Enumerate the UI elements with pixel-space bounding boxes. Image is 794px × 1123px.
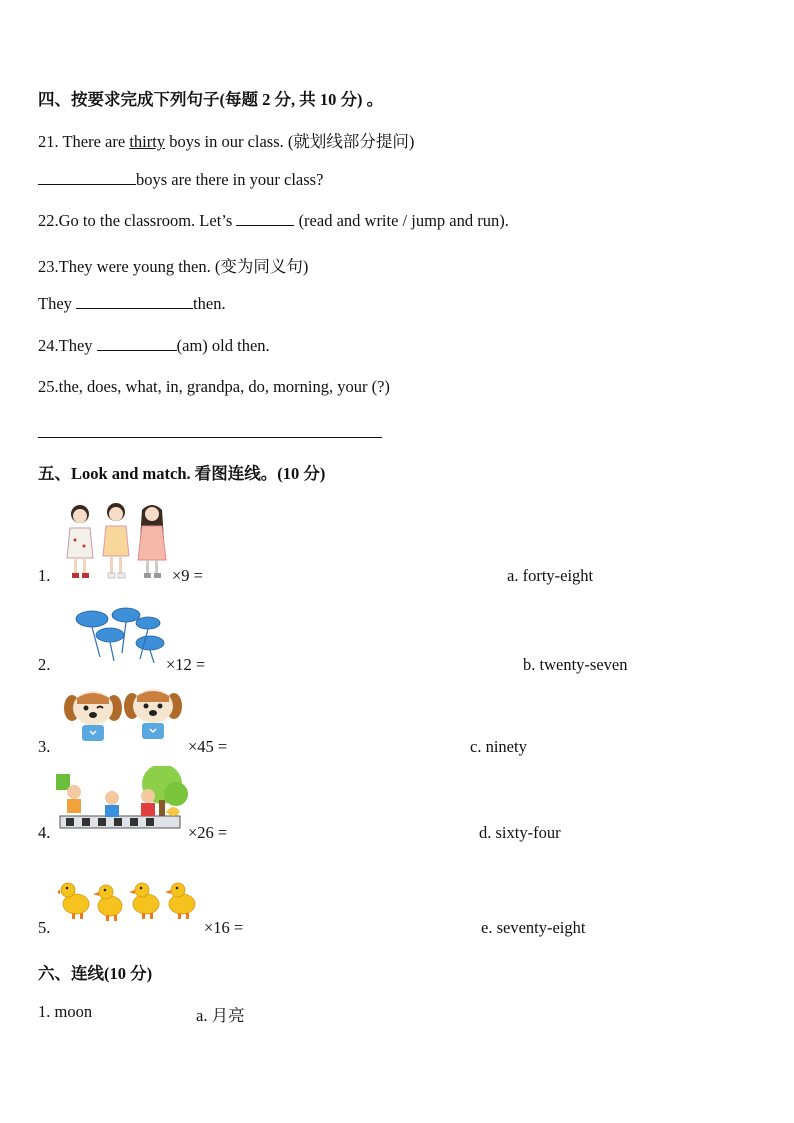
q25-answer-line[interactable] [38, 437, 382, 438]
q21-underlined-word: thirty [129, 132, 166, 151]
section6-title: 六、连线(10 分) [38, 964, 153, 983]
question-21 [38, 128, 414, 152]
q21-answer-tail: boys are there in your class? [136, 170, 324, 189]
match-item-4-multiplier: ×26 = [188, 823, 228, 842]
q23-answer-blank[interactable] [76, 294, 193, 309]
section5-title: 五、Look and match. 看图连线。(10 分) [38, 464, 326, 483]
question-24 [38, 336, 270, 356]
match-item-1-multiplier: ×9 = [172, 566, 203, 585]
match-answer-d[interactable]: d. sixty-four [479, 823, 561, 842]
three-girls-picture [62, 500, 172, 582]
match-item-2-number: 2. [38, 655, 51, 674]
match-item-1-number: 1. [38, 566, 51, 585]
q22-answer-blank[interactable] [236, 211, 294, 226]
match-item-3-number: 3. [38, 737, 51, 756]
section6-item-1-left[interactable]: 1. moon [38, 1002, 93, 1021]
two-puppies-picture [60, 686, 186, 748]
q22-text-post: (read and write / jump and run). [294, 211, 509, 230]
q21-answer-blank[interactable] [38, 170, 136, 185]
q21-text-post: boys in our class. (就划线部分提问) [165, 132, 415, 151]
match-answer-e[interactable]: e. seventy-eight [481, 918, 586, 937]
four-ducks-picture [58, 876, 202, 922]
match-item-2-multiplier: ×12 = [166, 655, 206, 674]
q23-answer-post: then. [193, 294, 226, 313]
question-25: 25.the, does, what, in, grandpa, do, morning, your (?) [38, 377, 390, 396]
kids-on-bench-picture [56, 766, 188, 840]
q22-text-pre: 22.Go to the classroom. Let’s [38, 211, 237, 230]
match-item-5-number: 5. [38, 918, 51, 937]
q24-text-pre: 24.They [38, 336, 97, 355]
q24-answer-blank[interactable] [97, 336, 177, 351]
match-answer-a[interactable]: a. forty-eight [507, 566, 594, 585]
flowers-picture [70, 603, 170, 665]
question-21-answer [38, 170, 323, 190]
q21-number: 21 [38, 132, 55, 151]
section4-title: 四、按要求完成下列句子(每题 2 分, 共 10 分) 。 [38, 90, 384, 109]
match-item-4-number: 4. [38, 823, 51, 842]
match-answer-c[interactable]: c. ninety [470, 737, 527, 756]
question-23: 23.They were young then. (变为同义句) [38, 257, 309, 276]
match-item-3-multiplier: ×45 = [188, 737, 228, 756]
match-answer-b[interactable]: b. twenty-seven [523, 655, 628, 674]
q23-answer-pre: They [38, 294, 77, 313]
section6-item-1-right[interactable]: a. 月亮 [196, 1006, 245, 1025]
question-22 [38, 211, 509, 231]
q21-text-pre: . There are [54, 132, 130, 151]
match-item-5-multiplier: ×16 = [204, 918, 244, 937]
question-23-answer [38, 294, 226, 314]
q24-text-post: (am) old then. [176, 336, 270, 355]
